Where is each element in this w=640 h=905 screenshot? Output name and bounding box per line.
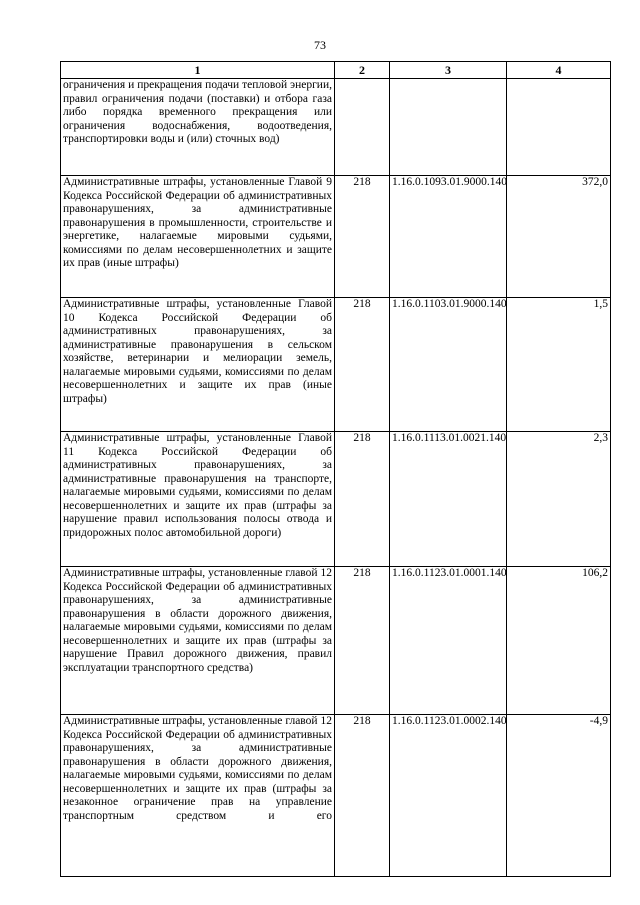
table-row — [61, 298, 611, 432]
table-row — [61, 567, 611, 715]
row-admin-code — [335, 79, 390, 176]
row-description: Административные штрафы, установленные Главой 10 Кодекса Российской Федерации об административных правонарушениях, за административные правонарушения в сельском хозяйстве, ветеринарии и мелиорации земель, налагаемые мировыми судьями, комиссиями по делам несовершеннолетних и защите их прав (иные штрафы) — [61, 298, 335, 432]
row-amount: 2,3 — [507, 432, 611, 567]
table-header-row — [61, 62, 611, 79]
row-kbk-code: 1.16.0.1123.01.0002.140 — [390, 715, 507, 877]
row-amount: 372,0 — [507, 176, 611, 298]
row-admin-code: 218 — [335, 298, 390, 432]
row-description: Административные штрафы, установленные главой 12 Кодекса Российской Федерации об административных правонарушениях, за административные правонарушения в области дорожного движения, налагаемые мировыми судьями, комиссиями по делам несовершеннолетних и защите их прав (штрафы за нарушение Правил дорожного движения, правил эксплуатации транспортного средства) — [61, 567, 335, 715]
row-admin-code: 218 — [335, 567, 390, 715]
row-kbk-code: 1.16.0.1103.01.9000.140 — [390, 298, 507, 432]
row-description: Административные штрафы, установленные главой 12 Кодекса Российской Федерации об административных правонарушениях, за административные правонарушения в области дорожного движения, налагаемые мировыми судьями, комиссиями по делам несовершеннолетних и защите их прав (штрафы за незаконное ограничение прав на управление транспортным средством и его — [61, 715, 335, 877]
row-amount: 1,5 — [507, 298, 611, 432]
row-admin-code: 218 — [335, 176, 390, 298]
row-admin-code: 218 — [335, 432, 390, 567]
row-amount: -4,9 — [507, 715, 611, 877]
row-amount: 106,2 — [507, 567, 611, 715]
row-amount — [507, 79, 611, 176]
table-row — [61, 715, 611, 877]
row-description: Административные штрафы, установленные Главой 9 Кодекса Российской Федерации об административных правонарушениях, за административные правонарушения в промышленности, строительстве и энергетике, налагаемые мировыми судьями, комиссиями по делам несовершеннолетних и защите их прав (иные штрафы) — [61, 176, 335, 298]
row-admin-code: 218 — [335, 715, 390, 877]
table-row — [61, 432, 611, 567]
column-header: 1 — [61, 62, 335, 79]
column-header: 4 — [507, 62, 611, 79]
column-header: 3 — [390, 62, 507, 79]
table-row — [61, 176, 611, 298]
budget-table — [60, 61, 611, 877]
row-kbk-code: 1.16.0.1113.01.0021.140 — [390, 432, 507, 567]
table-row — [61, 79, 611, 176]
column-header: 2 — [335, 62, 390, 79]
row-kbk-code: 1.16.0.1093.01.9000.140 — [390, 176, 507, 298]
row-kbk-code: 1.16.0.1123.01.0001.140 — [390, 567, 507, 715]
row-description: Административные штрафы, установленные Главой 11 Кодекса Российской Федерации об административных правонарушениях, за административные правонарушения на транспорте, налагаемые мировыми судьями, комиссиями по делам несовершеннолетних и защите их прав (штрафы за нарушение правил использования полосы отвода и придорожных полос автомобильной дороги) — [61, 432, 335, 567]
row-description: ограничения и прекращения подачи тепловой энергии, правил ограничения подачи (поставки) и отбора газа либо порядка временного прекращения или ограничения водоснабжения, водоотведения, транспортировки воды и (или) сточных вод) — [61, 79, 335, 176]
page-number: 73 — [314, 38, 326, 52]
row-kbk-code — [390, 79, 507, 176]
